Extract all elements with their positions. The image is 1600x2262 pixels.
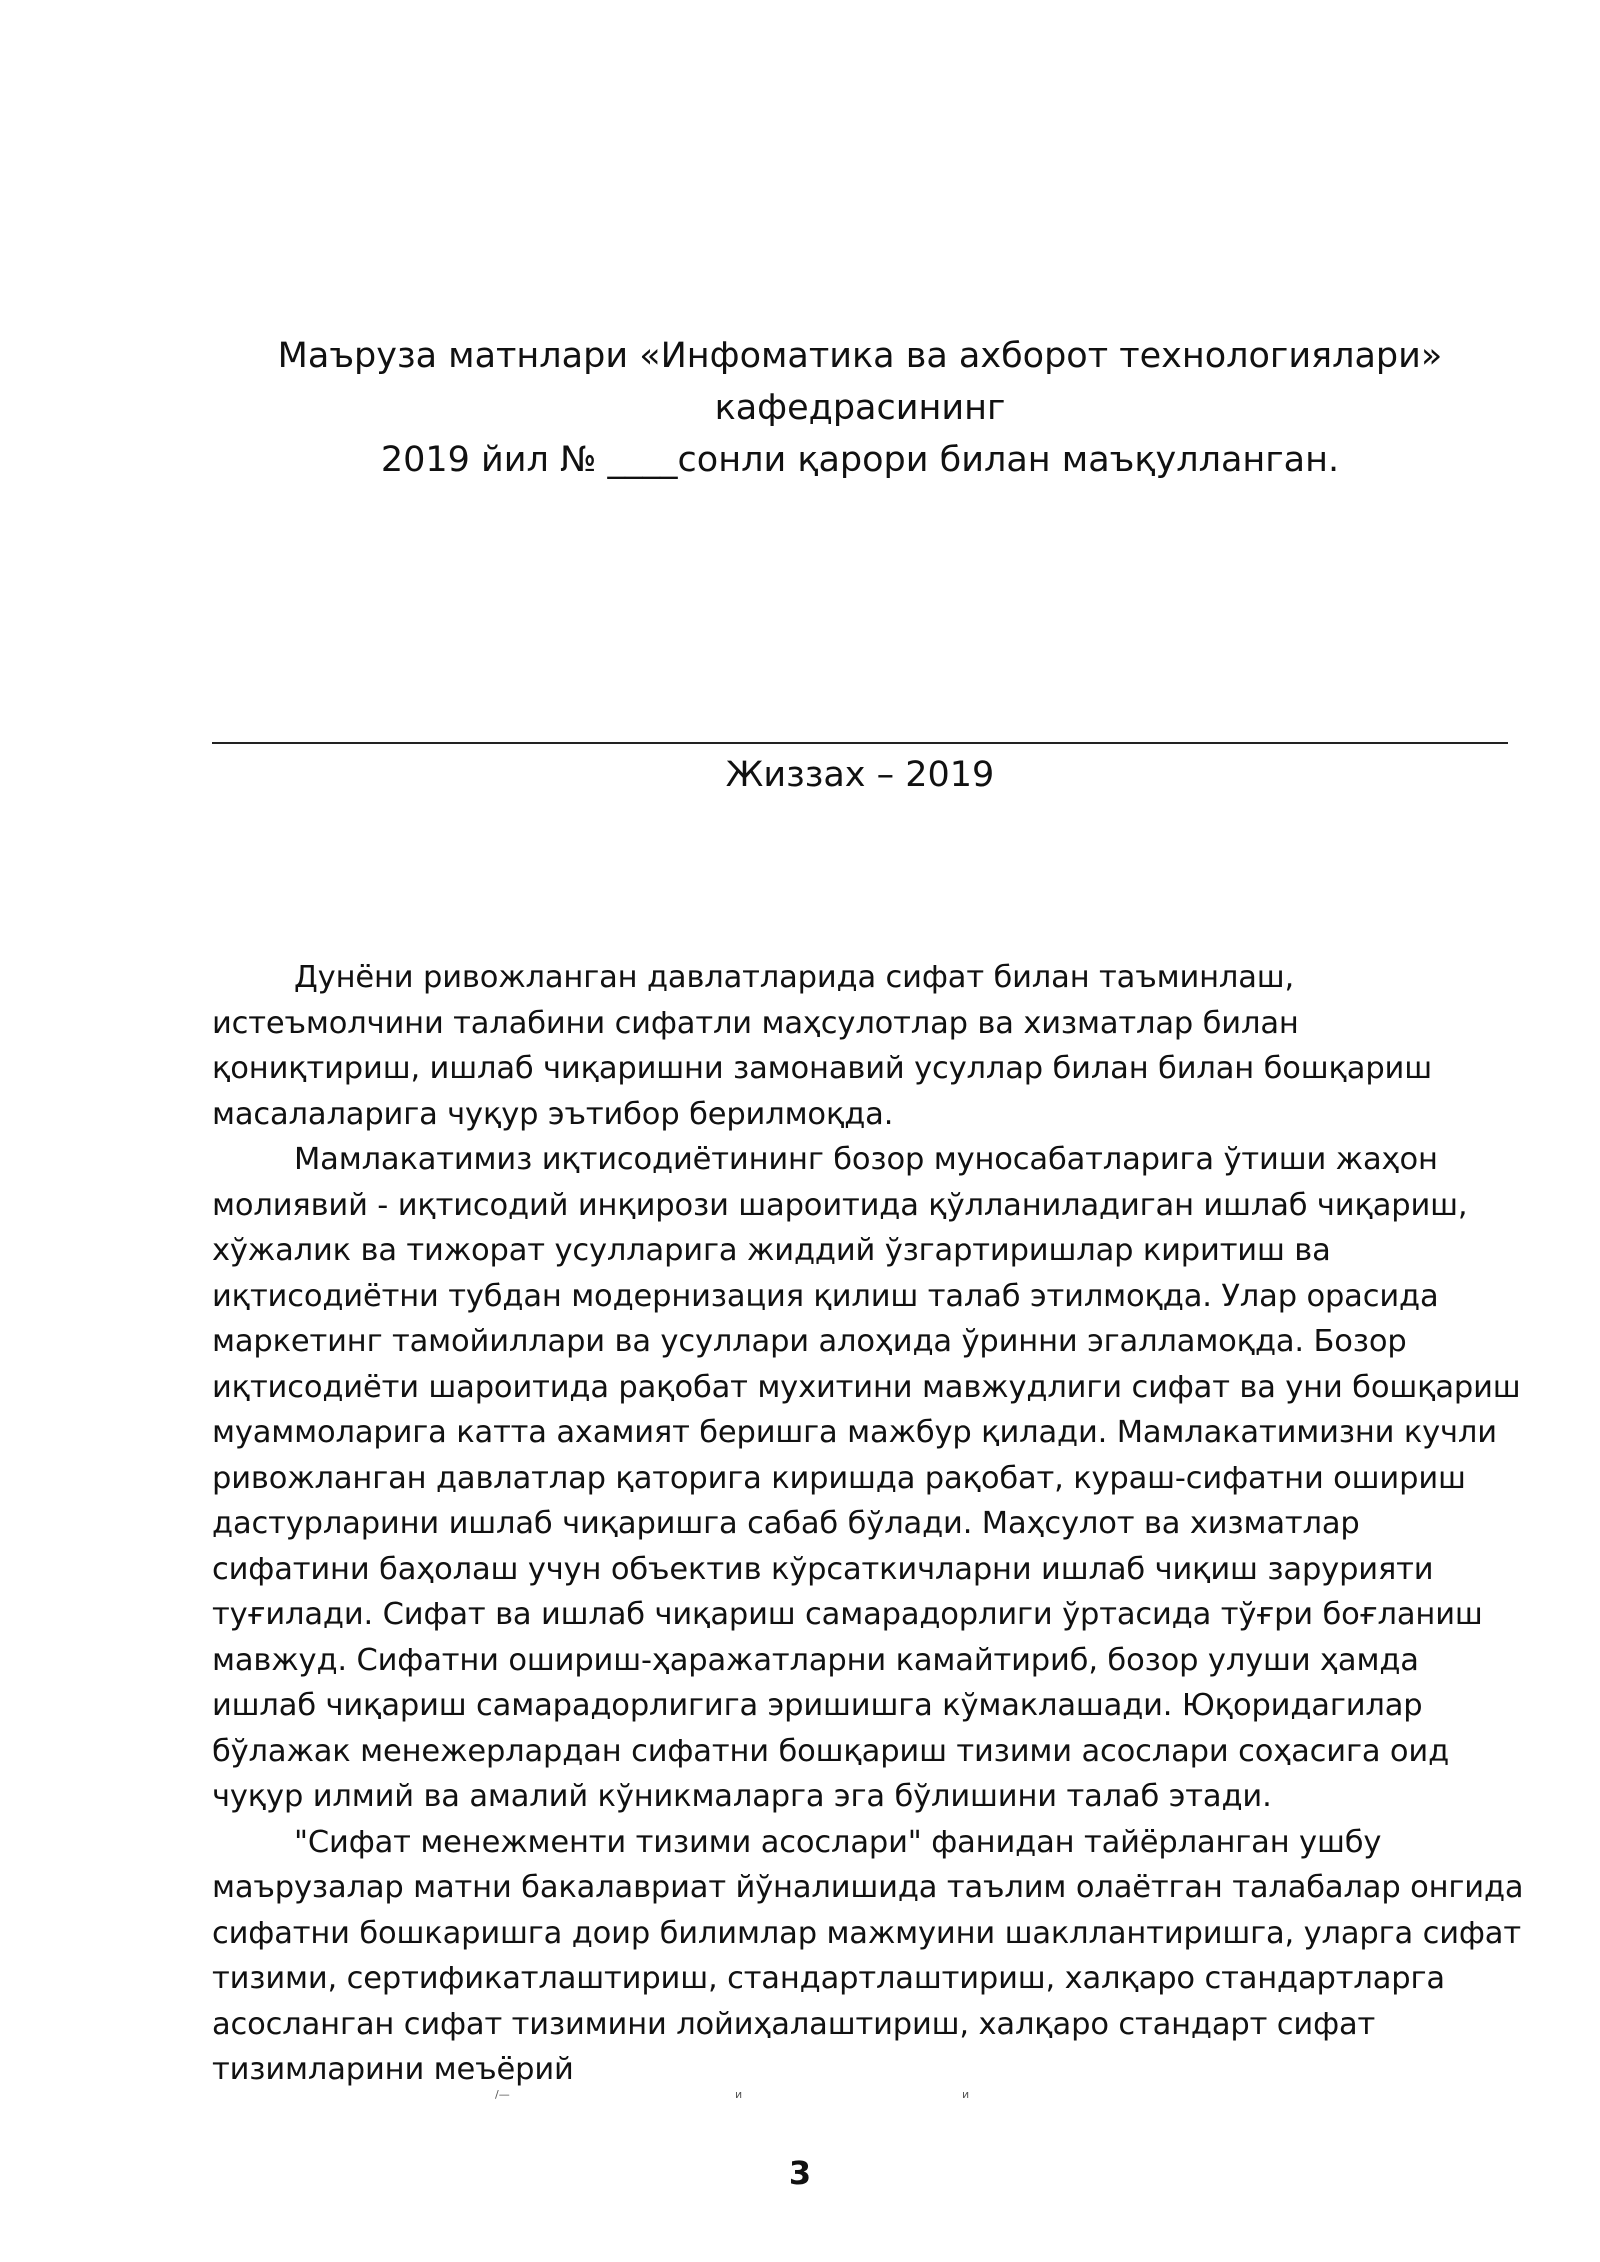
text-line: бўлажак менежерлардан сифатни бошқариш тизими асослари соҳасига оид [212, 1733, 1450, 1769]
text-line: сифатини баҳолаш учун объектив кўрсаткичларни ишлаб чиқиш зарурияти [212, 1551, 1434, 1587]
stray-mark: /— [495, 2088, 510, 2101]
text-line: ривожланган давлатлар қаторига киришда рақобат, кураш-сифатни ошириш [212, 1460, 1466, 1496]
paragraph-3 [212, 1820, 1522, 2093]
approval-line-3: 2019 йил № ____сонли қарори билан маъқулланган. [380, 440, 1340, 480]
horizontal-rule [212, 742, 1508, 744]
text-line: иқтисодиётни тубдан модернизация қилиш талаб этилмоқда. Улар орасида [212, 1278, 1439, 1314]
text-line: Дунёни ривожланган давлатларида сифат билан таъминлаш, [294, 960, 1295, 995]
text-line: масалаларига чуқур эътибор берилмоқда. [212, 1096, 894, 1132]
approval-line-2: кафедрасининг [714, 388, 1006, 428]
text-line: мавжуд. Сифатни ошириш-ҳаражатларни камайтириб, бозор улуши ҳамда [212, 1642, 1419, 1678]
text-line: сифатни бошкаришга доир билимлар мажмуини шакллантиришга, уларга сифат [212, 1915, 1521, 1951]
text-line: "Сифат менежменти тизими асослари" фанидан тайёрланган ушбу [294, 1824, 1382, 1860]
text-line: чуқур илмий ва амалий кўникмаларга эга бўлишини талаб этади. [212, 1779, 1272, 1814]
text-line: туғилади. Сифат ва ишлаб чиқариш самарадорлиги ўртасида тўғри боғланиш [212, 1597, 1483, 1632]
text-line: молиявий - иқтисодий инқирози шароитида қўлланиладиган ишлаб чиқариш, [212, 1187, 1468, 1223]
text-line: қониқтириш, ишлаб чиқаришни замонавий усуллар билан билан бошқариш [212, 1051, 1432, 1086]
body-text [212, 955, 1522, 2093]
text-line: асосланган сифат тизимини лойиҳалаштириш, халқаро стандарт сифат [212, 2006, 1376, 2042]
text-line: муаммоларига катта ахамият беришга мажбур қилади. Мамлакатимизни кучли [212, 1415, 1497, 1450]
text-line: маркетинг тамойиллари ва усуллари алоҳида ўринни эгалламоқда. Бозор [212, 1324, 1407, 1359]
paragraph-2 [212, 1137, 1522, 1820]
approval-line-1: Маъруза матнлари «Инфоматика ва ахборот технологиялари» [277, 336, 1443, 376]
stray-mark: и [735, 2088, 743, 2101]
page-number: 3 [788, 2154, 812, 2192]
text-line: хўжалик ва тижорат усулларига жиддий ўзгартиришлар киритиш ва [212, 1233, 1331, 1268]
text-line: ишлаб чиқариш самарадорлигига эришишга кўмаклашади. Юқоридагилар [212, 1688, 1423, 1723]
text-line: Мамлакатимиз иқтисодиётининг бозор муносабатларига ўтиши жаҳон [294, 1142, 1438, 1177]
text-line: дастурларини ишлаб чиқаришга сабаб бўлади. Маҳсулот ва хизматлар [212, 1506, 1360, 1541]
paragraph-1 [212, 955, 1522, 1137]
stray-marks [0, 2088, 1600, 2108]
place-and-year: Жиззах – 2019 [725, 755, 995, 795]
text-line: иқтисодиёти шароитида рақобат мухитини мавжудлиги сифат ва уни бошқариш [212, 1369, 1521, 1405]
text-line: тизими, сертификатлаштириш, стандартлаштириш, халқаро стандартларга [212, 1961, 1445, 1996]
text-line: истеъмолчини талабини сифатли маҳсулотлар ва хизматлар билан [212, 1005, 1299, 1041]
stray-mark: и [962, 2088, 970, 2101]
approval-note [200, 330, 1520, 486]
text-line: тизимларини меъёрий [212, 2052, 574, 2087]
text-line: маърузалар матни бакалавриат йўналишида таълим олаётган талабалар онгида [212, 1870, 1524, 1905]
